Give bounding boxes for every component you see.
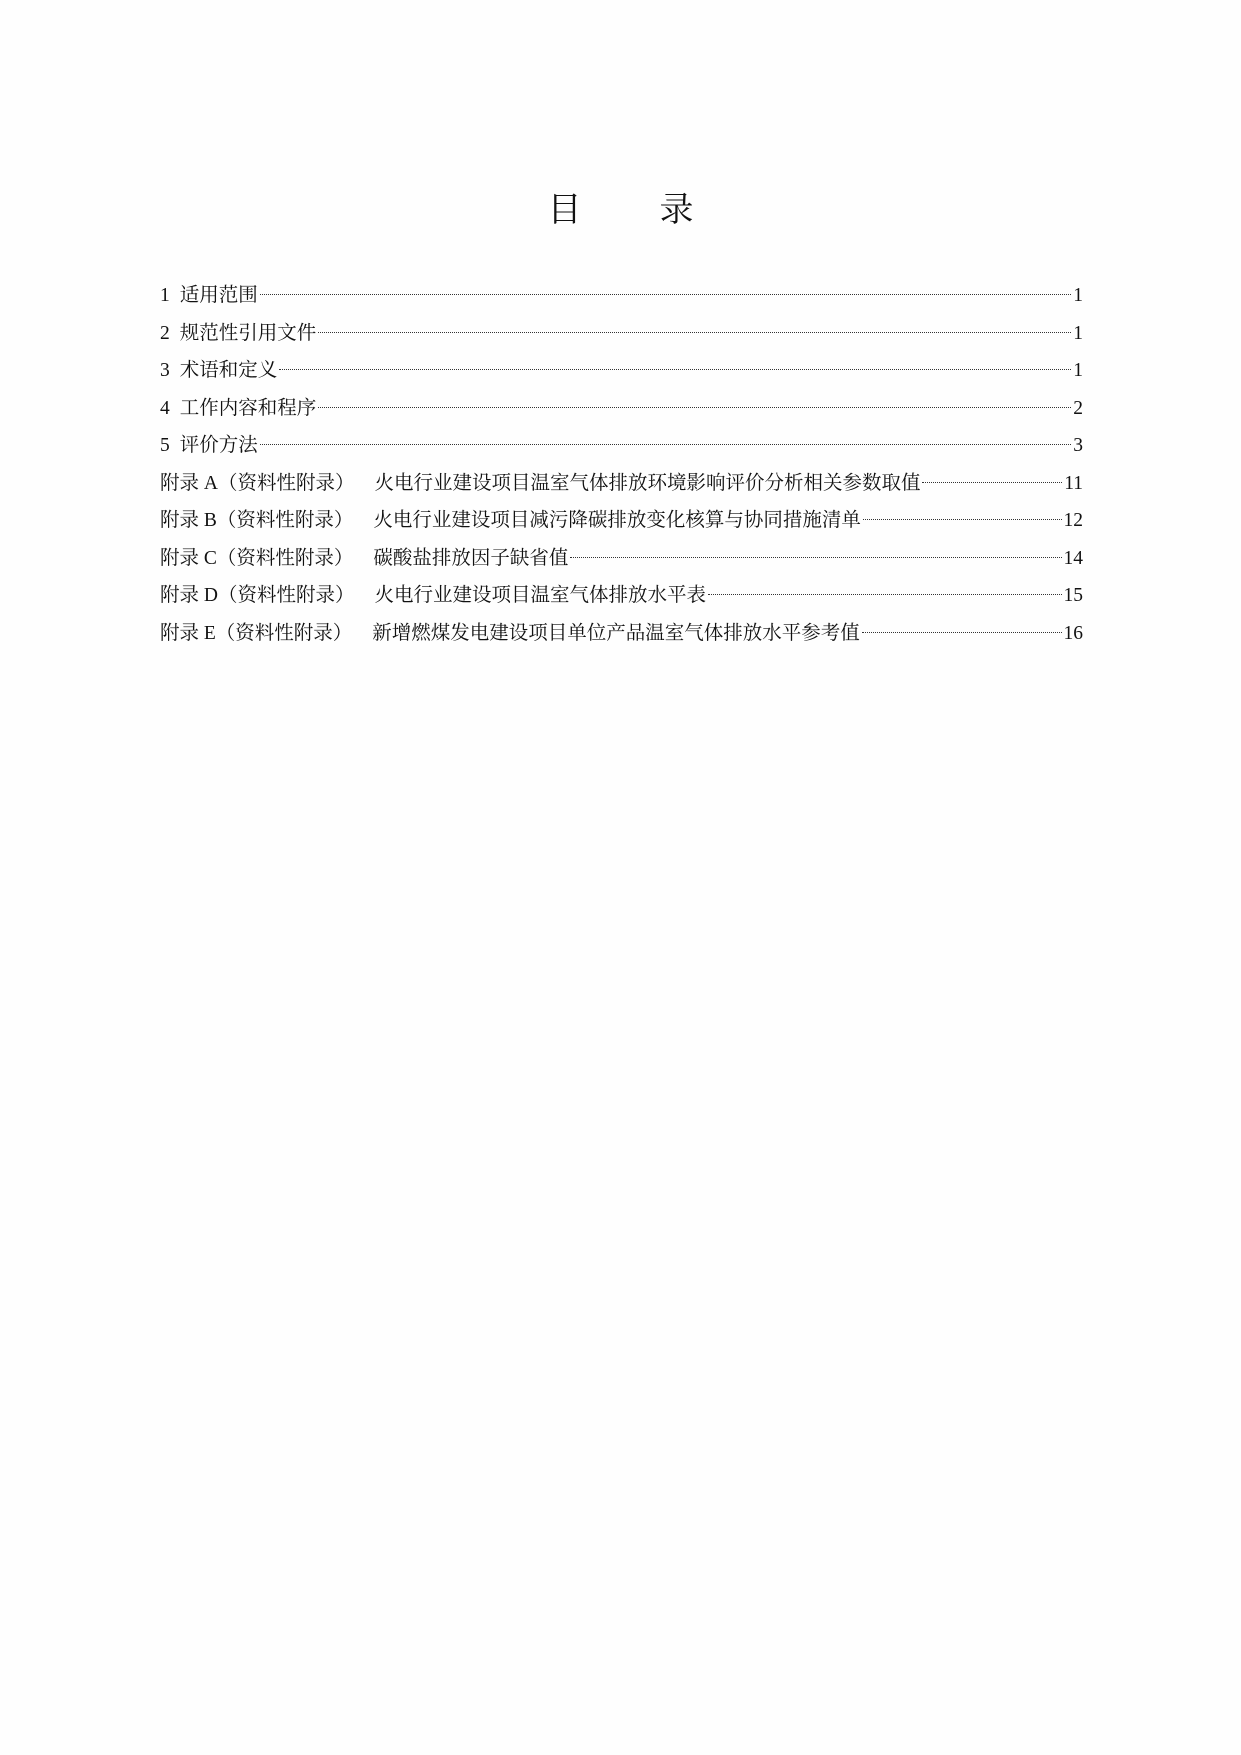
toc-appendix-b[interactable] — [160, 504, 1083, 542]
toc-appendix-a[interactable] — [160, 467, 1083, 505]
toc-entry-number: 2 — [160, 322, 170, 344]
toc-entry-5[interactable] — [160, 429, 1083, 467]
toc-appendix-page: 14 — [1063, 547, 1083, 569]
toc-appendix-label: 火电行业建设项目减污降碳排放变化核算与协同措施清单 — [373, 510, 861, 531]
toc-appendix-e[interactable] — [160, 617, 1083, 655]
toc-entry-number: 4 — [160, 397, 170, 419]
toc-appendix-label: 新增燃煤发电建设项目单位产品温室气体排放水平参考值 — [372, 622, 860, 644]
toc-leader-dots — [862, 625, 1062, 635]
toc-appendix-heading: 附录 E（资料性附录） — [160, 622, 353, 644]
toc-leader-dots — [260, 437, 1071, 447]
toc-appendix-heading: 附录 A（资料性附录） — [160, 472, 355, 494]
toc-leader-dots — [318, 325, 1071, 335]
toc-leader-dots — [279, 362, 1071, 372]
toc-entry-3[interactable] — [160, 354, 1083, 392]
toc-appendix-page: 16 — [1063, 622, 1083, 644]
toc-leader-dots — [863, 512, 1062, 522]
toc-entry-number: 5 — [160, 435, 170, 456]
toc-leader-dots — [318, 400, 1071, 410]
toc-entry-page: 1 — [1073, 322, 1083, 344]
toc-entry-page: 3 — [1073, 435, 1083, 456]
toc-leader-dots — [922, 475, 1062, 485]
toc-entry-1[interactable] — [160, 279, 1083, 317]
toc-leader-dots — [708, 587, 1062, 597]
toc-entry-4[interactable] — [160, 392, 1083, 430]
page-title: 目 录 — [547, 190, 716, 230]
toc-appendix-label: 火电行业建设项目温室气体排放环境影响评价分析相关参数取值 — [374, 472, 921, 494]
toc-appendix-c[interactable] — [160, 542, 1083, 580]
toc-leader-dots — [570, 550, 1061, 560]
toc-appendix-heading: 附录 C（资料性附录） — [160, 547, 354, 569]
toc-entry-2[interactable] — [160, 317, 1083, 355]
toc-entry-page: 2 — [1073, 397, 1083, 419]
toc-entry-label: 评价方法 — [179, 435, 258, 456]
toc-entry-label: 适用范围 — [179, 285, 258, 306]
toc-entry-label: 规范性引用文件 — [179, 322, 317, 344]
toc-appendix-page: 11 — [1064, 472, 1083, 494]
toc-appendix-label: 火电行业建设项目温室气体排放水平表 — [374, 585, 706, 606]
toc-leader-dots — [260, 287, 1071, 297]
toc-entry-page: 1 — [1073, 360, 1083, 381]
toc-entry-label: 术语和定义 — [179, 360, 278, 381]
toc-entry-page: 1 — [1073, 285, 1083, 306]
toc-appendix-page: 15 — [1063, 585, 1083, 606]
toc-appendix-heading: 附录 D（资料性附录） — [160, 585, 355, 606]
toc-appendix-label: 碳酸盐排放因子缺省值 — [373, 547, 569, 569]
toc-entry-number: 1 — [160, 285, 170, 306]
toc-appendix-d[interactable] — [160, 579, 1083, 617]
toc-appendix-page: 12 — [1063, 510, 1083, 531]
table-of-contents — [160, 279, 1083, 654]
toc-entry-label: 工作内容和程序 — [179, 397, 317, 419]
toc-appendix-heading: 附录 B（资料性附录） — [160, 510, 354, 531]
toc-entry-number: 3 — [160, 360, 170, 381]
